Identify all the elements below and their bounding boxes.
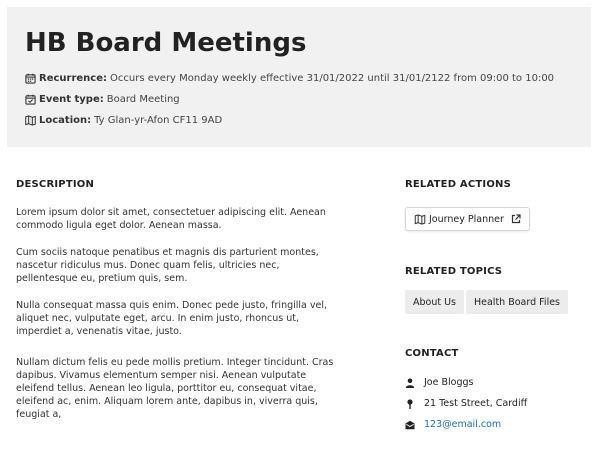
journey-planner-button[interactable]	[405, 207, 530, 231]
contact-email-row	[405, 419, 501, 430]
calendar-icon	[25, 73, 36, 84]
contact-name: Joe Bloggs	[424, 377, 474, 388]
event-type-row	[25, 94, 180, 105]
location-label: Location:	[39, 115, 92, 126]
event-type-value: Board Meeting	[106, 94, 180, 105]
related-topics-heading: RELATED TOPICS	[405, 266, 503, 277]
topic-about-us[interactable]: About Us	[405, 290, 464, 314]
contact-name-row	[405, 377, 473, 388]
description-paragraph: Cum sociis natoque penatibus et magnis dis parturient montes, nascetur ridiculus mus. Donec quam felis, ultricies nec, pellentesque eu, pretium quis, sem.	[16, 247, 319, 284]
event-header	[7, 7, 591, 147]
external-link-icon	[511, 214, 521, 224]
user-icon	[405, 378, 415, 388]
recurrence-value: Occurs every Monday weekly effective 31/01/2022 until 31/01/2122 from 09:00 to 10:00	[110, 73, 555, 84]
envelope-icon	[405, 420, 415, 430]
location-row	[25, 115, 222, 126]
page-title: HB Board Meetings	[25, 28, 307, 58]
description-heading: DESCRIPTION	[16, 179, 95, 190]
description-paragraph: Nulla consequat massa quis enim. Donec pede justo, fringilla vel, aliquet nec, vulputate eget, arcu. In enim justo, rhoncus ut, imperdiet a, venenatis vitae, justo.	[16, 300, 328, 337]
recurrence-label: Recurrence:	[39, 73, 108, 84]
map-icon	[25, 115, 36, 126]
contact-address-row	[405, 398, 527, 409]
contact-heading: CONTACT	[405, 348, 459, 359]
topic-health-board-files[interactable]: Health Board Files	[466, 290, 568, 314]
contact-address: 21 Test Street, Cardiff	[424, 398, 528, 409]
map-pin-icon	[405, 399, 415, 409]
map-icon	[414, 214, 426, 225]
location-value: Ty Glan-yr-Afon CF11 9AD	[94, 115, 223, 126]
description-paragraph: Lorem ipsum dolor sit amet, consectetuer adipiscing elit. Aenean commodo ligula eget dolor. Aenean massa.	[16, 207, 326, 231]
description-paragraph: Nullam dictum felis eu pede mollis pretium. Integer tincidunt. Cras dapibus. Vivamus elementum semper nisi. Aenean vulputate eleifend tellus. Aenean leo ligula, porttitor eu, consequat vitae, eleifend ac, enim. Aliquam lorem ante, dapibus in, viverra quis, feugiat a,	[16, 357, 334, 420]
contact-email-link[interactable]: 123@email.com	[424, 419, 502, 430]
calendar-check-icon	[25, 94, 36, 105]
recurrence-row	[25, 73, 554, 84]
journey-planner-label: Journey Planner	[429, 213, 504, 225]
related-actions-heading: RELATED ACTIONS	[405, 179, 511, 190]
event-type-label: Event type:	[39, 94, 104, 105]
